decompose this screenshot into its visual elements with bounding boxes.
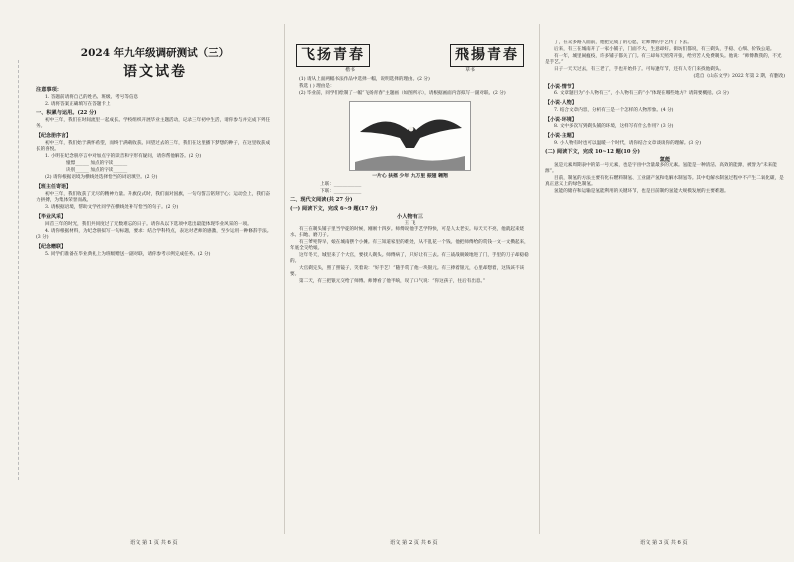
box-heading: 【班主任寄语】 <box>36 184 72 191</box>
question: 5. 同学们准备在毕业典礼上为班级赠送一副对联，请你参考示例完成任务。(2 分) <box>45 251 211 257</box>
calligraphy-labels <box>290 68 530 74</box>
fill-line: 憧憬______ 加点的字读______ <box>66 161 128 167</box>
story-author: 王 飞 <box>404 220 416 226</box>
article-title: 氢能 <box>659 156 671 163</box>
box-heading: 【小说·人物】 <box>545 100 577 107</box>
box-heading: 【纪念册序言】 <box>36 133 72 140</box>
question: 1. 小明在纪念册序言中对加点字的读音和字形有疑问，请你帮他解答。(2 分) <box>45 154 202 160</box>
notice-heading: 注意事项： <box>36 87 62 93</box>
page-column-1 <box>36 40 274 525</box>
page-footer-1: 语文 第 1 页 共 6 页 <box>130 540 178 546</box>
article-paragraph: 目前，制氢的方法主要有化石燃料制氢、工业副产氢和电解水制氢等。其中电解水制氢过程中不产生二氧化碳，是真正意义上的绿色制氢。 <box>545 176 784 188</box>
question: 8. 文中多次写到剃头铺的环境，这样写有什么作用？(3 分) <box>554 124 674 130</box>
label-cursive: 草书 <box>465 68 475 73</box>
box-heading: 【小说·主题】 <box>545 133 577 140</box>
subsection-heading: (一) 阅读下文，完成 6~9 题(17 分) <box>290 206 378 213</box>
eagle-icon <box>350 102 470 170</box>
question: (1) 请从上面两幅书法作品中选择一幅，说明选择的理由。(2 分) <box>299 77 430 82</box>
story-paragraph: 有三在剃头铺子里当学徒的时候，刚刚十四岁。师傅说他手艺学得快，可是人太老实。每天天不亮，他就起来烧水、扫地、磨刀子。 <box>290 226 525 238</box>
section-heading: 一、积累与运用。(22 分) <box>36 110 97 117</box>
answer-line: 我选 ( ) 理由是： <box>299 84 335 90</box>
subject-title: 语文试卷 <box>123 64 187 80</box>
question: 9. 小人物有时也可以温暖一个时代，请你结合文章谈谈你的理解。(3 分) <box>554 140 702 146</box>
page-footer-3: 语文 第 3 页 共 6 页 <box>640 540 688 546</box>
couplet-upper: 上联：____________ <box>320 182 362 188</box>
column-divider <box>539 24 540 534</box>
body-paragraph: 回首三年的时光，我们共同度过了无数难忘的日子。请你从以下选项中选出最能体现毕业风采的一项。 <box>45 221 252 227</box>
fill-line: 诀别______ 加点的字读______ <box>66 168 128 174</box>
subsection-heading: (二) 阅读下文，完成 10~12 题(10 分) <box>545 148 640 155</box>
question: 3. 请根据语境，帮助文学社同学在横线处补写恰当的句子。(2 分) <box>45 205 179 211</box>
article-paragraph: 氢能的储存和运输是氢能利用的关键环节，也是目前制约氢能大规模发展的主要难题。 <box>554 189 729 195</box>
page-footer-2: 语文 第 2 页 共 6 页 <box>390 540 438 546</box>
binding-margin <box>8 60 19 480</box>
notice-line: 1. 答题前请将自己的姓名、班级、考号等信息 <box>45 95 139 100</box>
poster-caption: 一片心 扶摇 少年 九万里 振翅 翱翔 <box>372 173 448 180</box>
eagle-poster-image <box>349 101 471 171</box>
question: 6. 文章题目为“小人物有三”，小人物有三的“小”体现在哪些地方？请简要概括。(3 分) <box>554 91 729 97</box>
story-paragraph: 日子一天天过去，有三老了，手也开始抖了。可每逢年节，还有人专门来找他剃头。 <box>554 67 724 73</box>
calligraphy-regular: 飞扬青春 <box>296 44 370 67</box>
intro-paragraph: 初中三年，我们在时间流里一起成长。学校组织开展毕业主题活动，记录三年初中生活，请你参与并完成下列任务。 <box>36 118 271 130</box>
question: 7. 结合文章内容，分析有三是一个怎样的人物形象。(4 分) <box>554 107 674 113</box>
calligraphy-banner <box>296 44 524 67</box>
calligraphy-cursive: 飛揚青春 <box>450 44 524 67</box>
couplet-lower: 下联：____________ <box>320 189 362 195</box>
column-divider <box>284 24 285 534</box>
article-paragraph: 氢是元素周期表中的第一号元素，也是宇宙中含量最多的元素。氢能是一种清洁、高效的能源，被誉为“未来能源”。 <box>545 163 777 175</box>
page-column-2 <box>290 40 530 525</box>
box-heading: 【小说·环境】 <box>545 116 577 123</box>
question: (2) 毕业前，同学们绘制了一幅“飞扬青春”主题画（如图所示），请根据画面内容拟写一副对联。(2 分) <box>299 91 506 97</box>
body-paragraph: 初中三年，我们始于满怀希望，而终于满载收获。回望过去的三年，我们在这里播下梦想的种子，在这里收获成长的喜悦。 <box>36 140 271 152</box>
story-source: (选自《山东文学》2022 年第 2 期，有删改) <box>693 74 785 80</box>
exam-title: 2024 年九年级调研测试（三） <box>80 47 230 59</box>
body-paragraph: 初中三年，我们收获了无尽的精神力量。升旗仪式时，我们面对国旗，一句句誓言铭刻于心；运动会上，我们奋力拼搏，为集体荣誉而战。 <box>36 191 271 204</box>
box-heading: 【小说·情节】 <box>545 83 577 90</box>
question: (2) 请你根据语境为横线处选择恰当的词语填空。(2 分) <box>45 175 158 181</box>
story-paragraph: 第二天，有三把银元交给了师傅。师傅看了他半晌，叹了口气说：“你这孩子，往后有出息。” <box>299 279 486 285</box>
box-heading: 【纪念赠联】 <box>36 244 67 250</box>
box-heading: 【毕业风采】 <box>36 214 67 221</box>
story-paragraph: 后来，有三在城南开了一家小铺子，门面不大，生意却好。街坊们都说，有三剃头，手稳、心细、价钱公道。 <box>554 47 775 53</box>
story-paragraph: 了，在众多路人面前，他把完成了的心愿，让师傅的手艺传了下去。 <box>554 40 692 45</box>
story-paragraph: 有一年，城里闹瘟疫，许多铺子都关了门。有三却每天照常开张，给穷苦人免费剃头。他说：“师傅教我的，不光是手艺。” <box>545 54 782 66</box>
story-title: 小人物有三 <box>397 214 423 221</box>
story-paragraph: 这年冬天，城里来了个大官，要找人剃头。师傅病了，只好让有三去。有三战战兢兢地进了门，手里的刀子却稳稳的。 <box>290 253 529 265</box>
story-paragraph: 有三爹死得早，娘在城南摆个小摊。有三知道家里的难处，从不乱花一个钱。他把师傅给的赏钱一文一文攒起来，年底全交给娘。 <box>290 239 529 251</box>
label-regular: 楷书 <box>345 68 355 73</box>
section-heading: 二、现代文阅读(共 27 分) <box>290 197 353 204</box>
story-paragraph: 大官剃完头，照了照镜子，笑着说：“好手艺！”随手赏了他一块银元。有三捧着银元，心里却想着，这钱该不该要。 <box>290 266 525 278</box>
notice-line: 2. 请将答案正确填写在答题卡上 <box>45 102 111 108</box>
question: 4. 请你根据材料，为纪念册拟写一句标题，要求：结合学科特点，表达对老师的感激，至少运用一种修辞手法。(3 分) <box>36 228 272 240</box>
page-column-3 <box>545 40 785 525</box>
